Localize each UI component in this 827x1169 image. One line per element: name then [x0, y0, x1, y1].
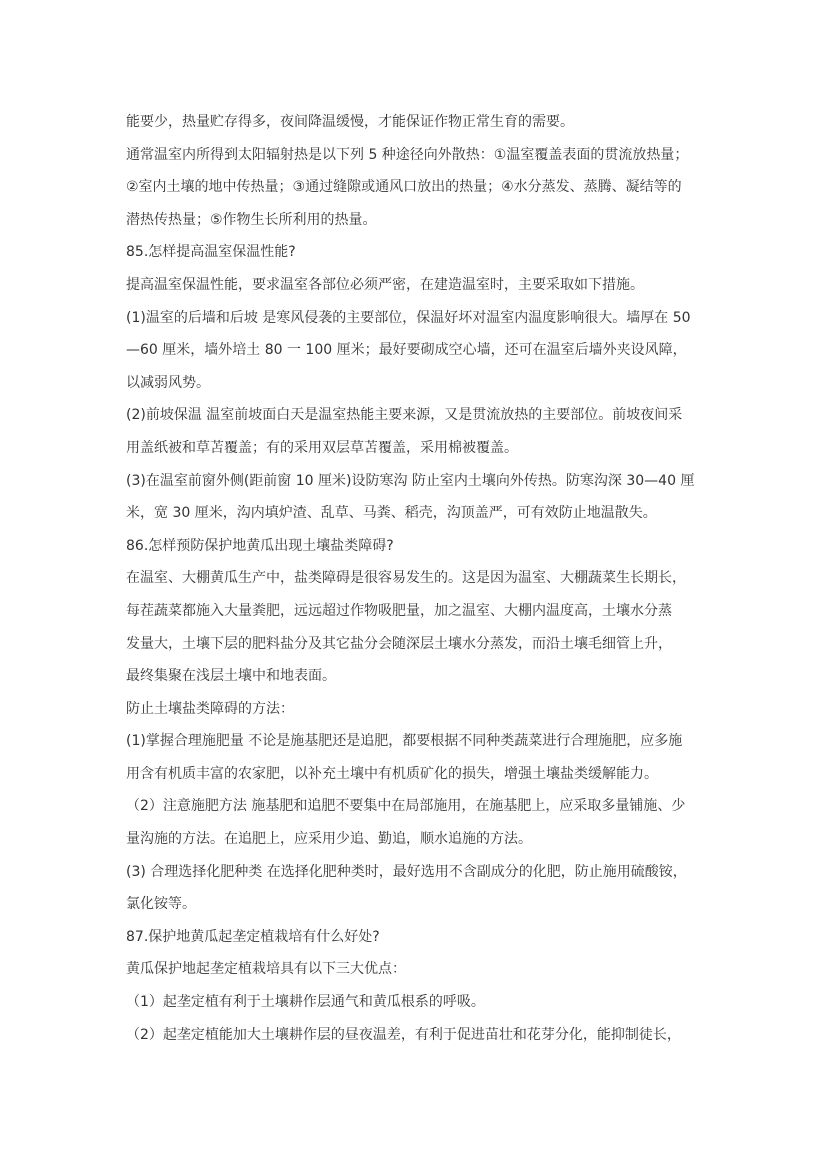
- text-line: 量沟施的方法。在追肥上，应采用少追、勤追，顺水追施的方法。: [126, 831, 532, 848]
- text-line: 用含有机质丰富的农家肥，以补充土壤中有机质矿化的损失，增强土壤盐类缓解能力。: [126, 765, 658, 782]
- section-heading: 86.怎样预防保护地黄瓜出现土壤盐类障碍?: [126, 537, 394, 554]
- text-line: —60 厘米，墙外培土 80 一 100 厘米；最好要砌成空心墙，还可在温室后墙外夹设风障，: [126, 342, 687, 359]
- text-line: （2）注意施肥方法 施基肥和追肥不要集中在局部施用，在施基肥上，应采取多量铺施、少: [126, 798, 686, 815]
- text-line: 防止土壤盐类障碍的方法：: [126, 700, 294, 717]
- text-line: 通常温室内所得到太阳辐射热是以下列 5 种途径向外散热：①温室覆盖表面的贯流放热量；: [126, 146, 689, 163]
- text-line: 提高温室保温性能，要求温室各部位必须严密，在建造温室时，主要采取如下措施。: [126, 276, 644, 293]
- text-line: 以减弱风势。: [126, 374, 210, 391]
- text-line: （2）起垄定植能加大土壤耕作层的昼夜温差，有利于促进苗壮和花芽分化，能抑制徒长，: [126, 1026, 681, 1043]
- text-line: 发量大，土壤下层的肥料盐分及其它盐分会随深层土壤水分蒸发，而沿土壤毛细管上升，: [126, 635, 672, 652]
- text-line: 每茬蔬菜都施入大量粪肥，远远超过作物吸肥量，加之温室、大棚内温度高，土壤水分蒸: [126, 602, 672, 619]
- text-line: (1)掌握合理施肥量 不论是施基肥还是追肥，都要根据不同种类蔬菜进行合理施肥，应多施: [126, 733, 683, 750]
- text-line: 氯化铵等。: [126, 896, 196, 913]
- section-heading: 87.保护地黄瓜起垄定植栽培有什么好处?: [126, 928, 380, 945]
- section-heading: 85.怎样提高温室保温性能?: [126, 244, 296, 261]
- text-line: 最终集聚在浅层土壤中和地表面。: [126, 668, 336, 685]
- text-line: ②室内土壤的地中传热量；③通过缝隙或通风口放出的热量；④水分蒸发、蒸腾、凝结等的: [126, 179, 682, 196]
- text-line: (3)在温室前窗外侧(距前窗 10 厘米)设防寒沟 防止室内土壤向外传热。防寒沟深 30—40 厘: [126, 472, 695, 489]
- text-line: （1）起垄定植有利于土壤耕作层通气和黄瓜根系的呼吸。: [126, 994, 485, 1011]
- text-line: (3) 合理选择化肥种类 在选择化肥种类时，最好选用不含副成分的化肥，防止施用硫酸铵，: [126, 863, 687, 880]
- document-body: [126, 106, 704, 1051]
- text-line: 黄瓜保护地起垄定植栽培具有以下三大优点：: [126, 961, 406, 978]
- text-line: 在温室、大棚黄瓜生产中，盐类障碍是很容易发生的。这是因为温室、大棚蔬菜生长期长，: [126, 570, 686, 587]
- text-line: (2)前坡保温 温室前坡面白天是温室热能主要来源，又是贯流放热的主要部位。前坡夜间采: [126, 407, 683, 424]
- text-line: 米，宽 30 厘米，沟内填炉渣、乱草、马粪、稻壳，沟顶盖严，可有效防止地温散失。: [126, 505, 657, 522]
- text-line: 潜热传热量；⑤作物生长所利用的热量。: [126, 211, 377, 228]
- text-line: 用盖纸被和草苫覆盖；有的采用双层草苫覆盖，采用棉被覆盖。: [126, 439, 518, 456]
- text-line: (1)温室的后墙和后坡 是寒风侵袭的主要部位，保温好坏对温室内温度影响很大。墙厚在 50: [126, 309, 691, 326]
- text-line: 能要少，热量贮存得多，夜间降温缓慢，才能保证作物正常生育的需要。: [126, 114, 574, 130]
